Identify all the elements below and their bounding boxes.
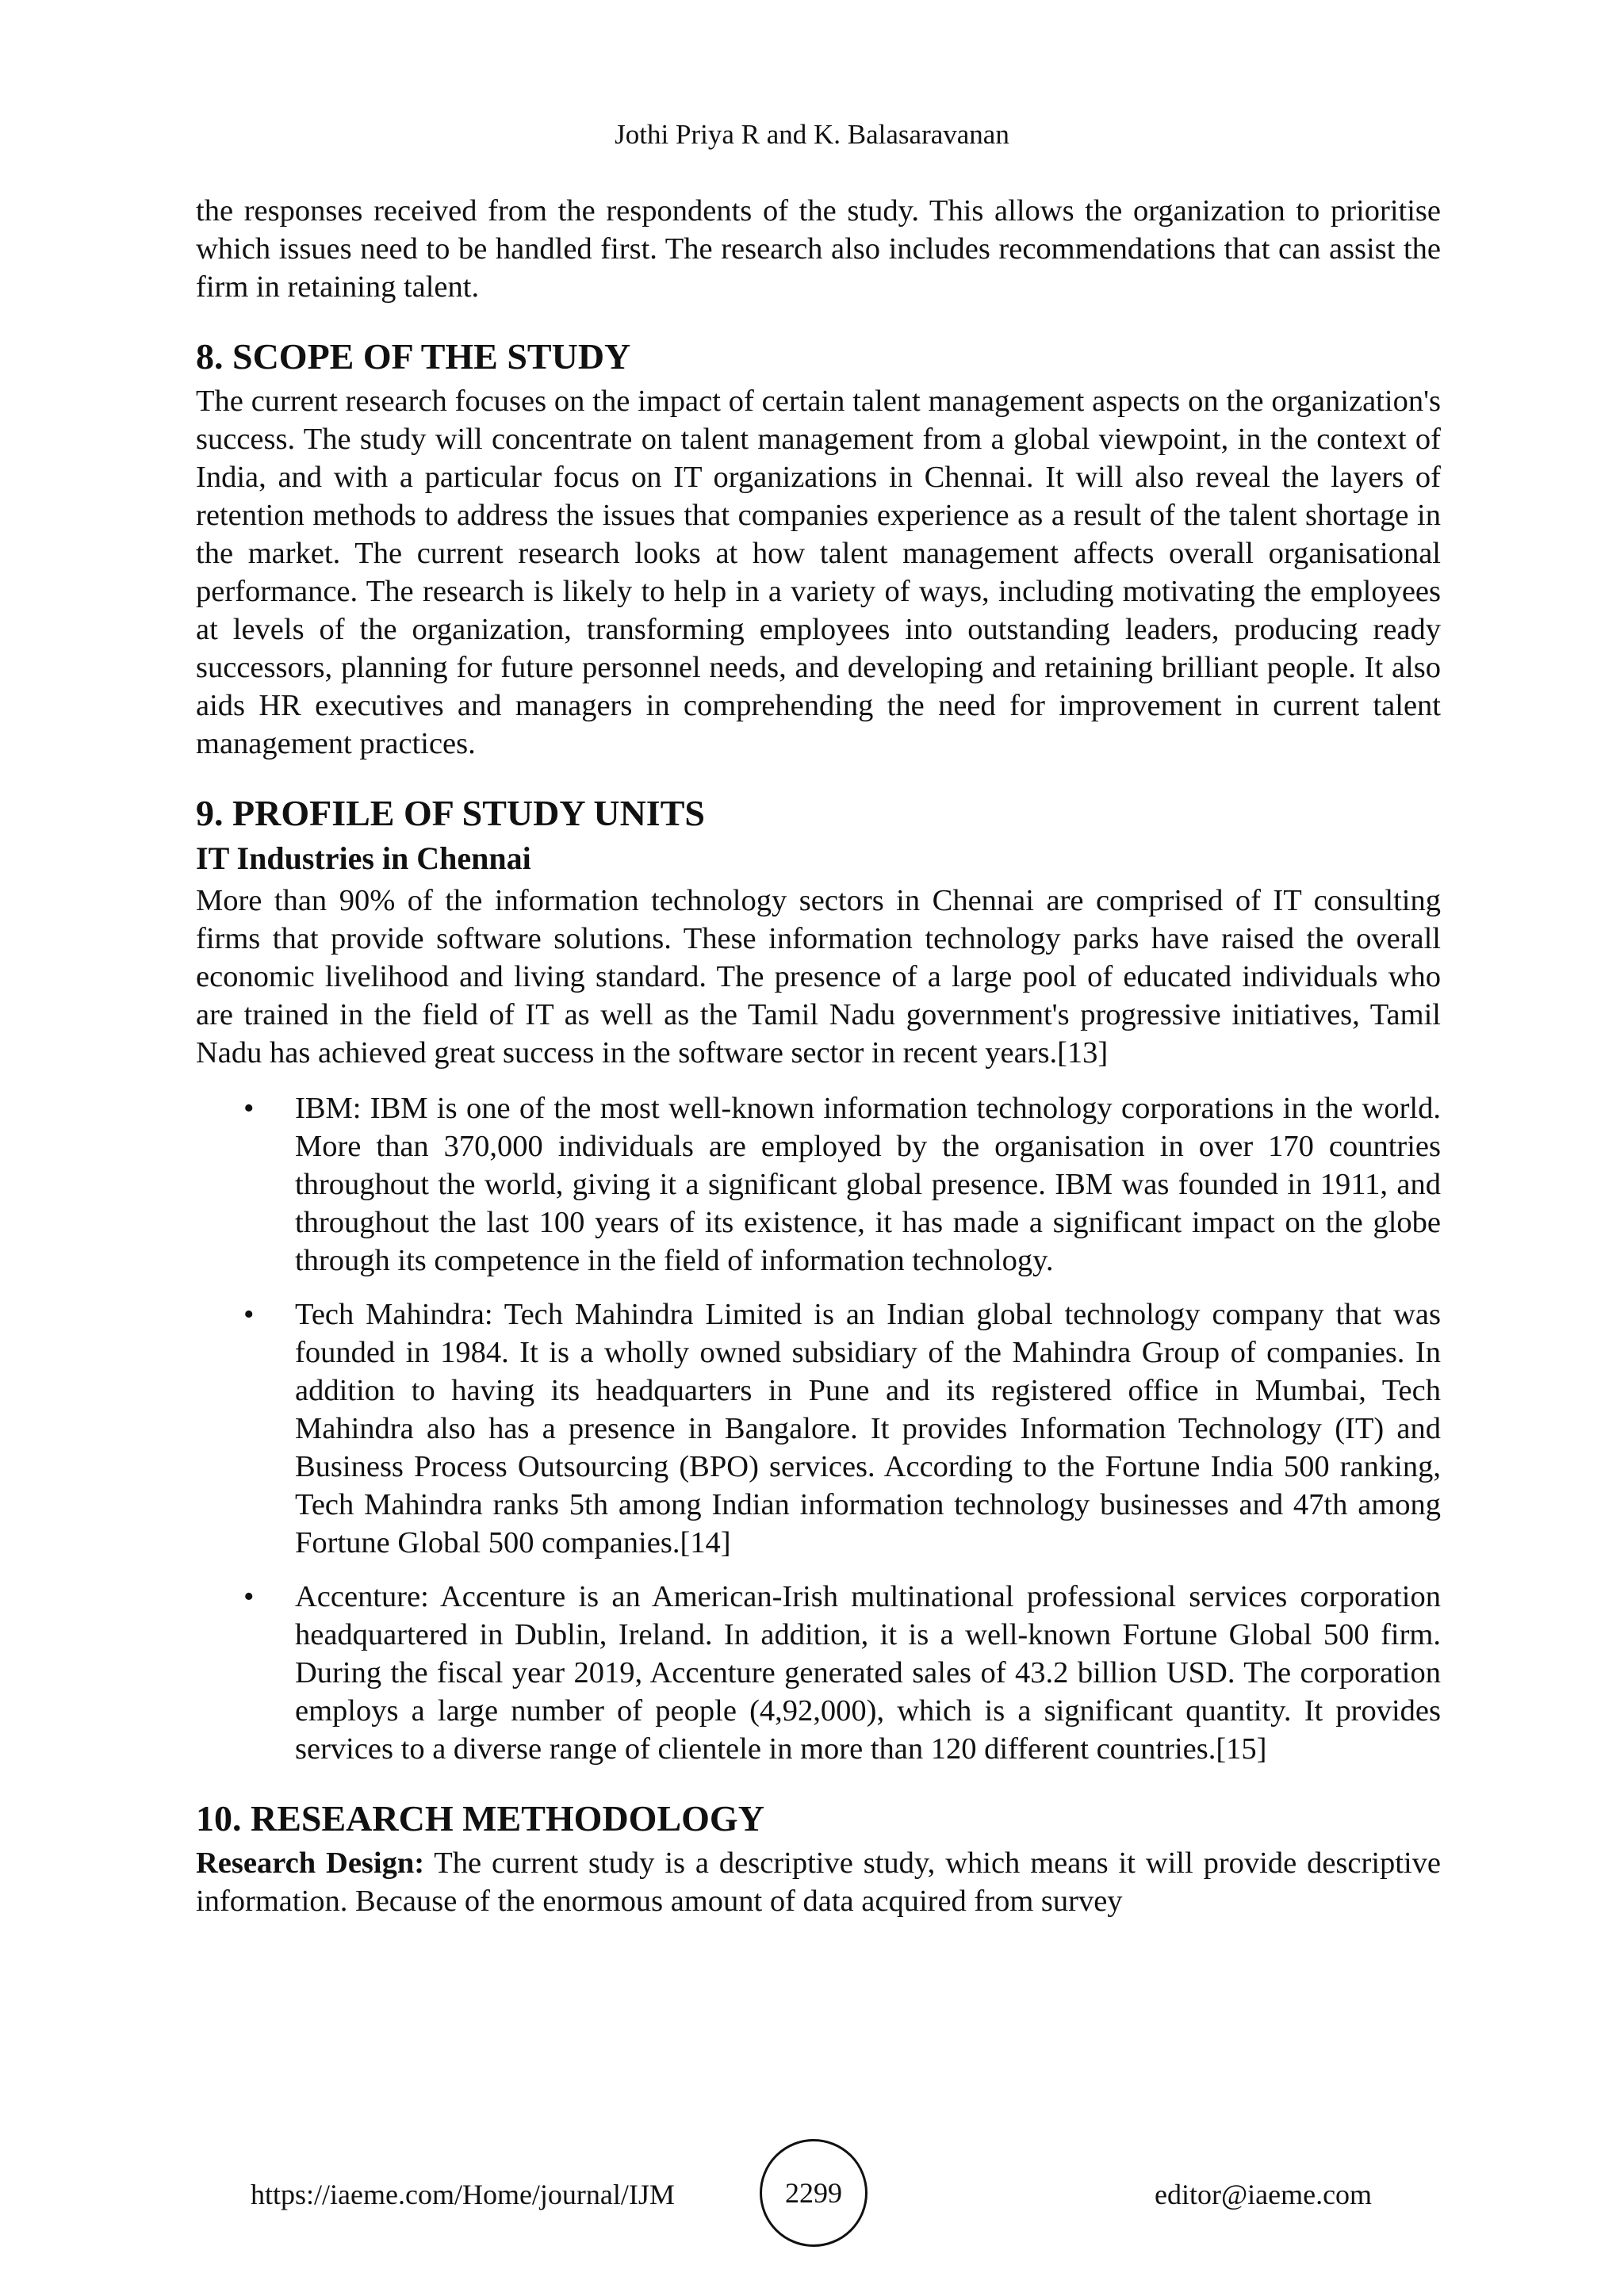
- section-10-paragraph: [196, 1844, 1441, 1920]
- list-item-text: Accenture: Accenture is an American-Irish multinational professional services corporation headquartered in Dublin, Ireland. In addition, it is a well-known Fortune Global 500 firm. During the fiscal year 2019, Accenture generated sales of 43.2 billion USD. The corporation employs a large number of people (4,92,000), which is a significant quantity. It provides services to a diverse range of clientele in more than 120 different countries.[15]: [295, 1580, 1441, 1766]
- intro-paragraph: the responses received from the respondents of the study. This allows the organization to prioritise which issues need to be handled first. The research also includes recommendations that can assist the firm in retaining talent.: [196, 194, 1441, 304]
- list-item-text: IBM: IBM is one of the most well-known information technology corporations in the world. More than 370,000 individuals are employed by the organisation in over 170 countries throughout the world, giving it a significant global presence. IBM was founded in 1911, and throughout the last 100 years of its existence, it has made a significant impact on the globe through its competence in the field of information technology.: [295, 1092, 1441, 1277]
- section-8-heading: 8. SCOPE OF THE STUDY: [196, 336, 631, 377]
- bullet-icon: •: [243, 1298, 255, 1331]
- section-9-subheading: IT Industries in Chennai: [196, 840, 531, 876]
- page-number: 2299: [760, 2139, 868, 2247]
- list-item-tech-mahindra: [196, 1295, 1441, 1562]
- section-10-heading: 10. RESEARCH METHODOLOGY: [196, 1798, 764, 1839]
- research-design-text: The current study is a descriptive study, which means it will provide descriptive information. Because of the enormous amount of data acquired from survey: [196, 1846, 1441, 1918]
- section-9-heading: 9. PROFILE OF STUDY UNITS: [196, 793, 705, 833]
- journal-url-link[interactable]: https://iaeme.com/Home/journal/IJM: [251, 2179, 675, 2210]
- research-design-label: Research Design:: [196, 1846, 425, 1880]
- section-9-paragraph: More than 90% of the information technology sectors in Chennai are comprised of IT consulting firms that provide software solutions. These information technology parks have raised the overall economic livelihood and living standard. The presence of a large pool of educated individuals who are trained in the field of IT as well as the Tamil Nadu government's progressive initiatives, Tamil Nadu has achieved great success in the software sector in recent years.[13]: [196, 884, 1441, 1070]
- list-item-text: Tech Mahindra: Tech Mahindra Limited is an Indian global technology company that was founded in 1984. It is a wholly owned subsidiary of the Mahindra Group of companies. In addition to having its headquarters in Pune and its registered office in Mumbai, Tech Mahindra also has a presence in Bangalore. It provides Information Technology (IT) and Business Process Outsourcing (BPO) services. According to the Fortune India 500 ranking, Tech Mahindra ranks 5th among Indian information technology businesses and 47th among Fortune Global 500 companies.[14]: [295, 1298, 1441, 1559]
- bullet-icon: •: [243, 1580, 255, 1613]
- page-body: [196, 192, 1441, 1920]
- bullet-icon: •: [243, 1092, 255, 1125]
- running-head-authors: Jothi Priya R and K. Balasaravanan: [615, 119, 1009, 150]
- list-item-accenture: [196, 1578, 1441, 1768]
- section-8-paragraph: The current research focuses on the impact of certain talent management aspects on the organization's success. The study will concentrate on talent management from a global viewpoint, in the context of India, and with a particular focus on IT organizations in Chennai. It will also reveal the layers of retention methods to address the issues that companies experience as a result of the talent shortage in the market. The current research looks at how talent management affects overall organisational performance. The research is likely to help in a variety of ways, including motivating the employees at levels of the organization, transforming employees into outstanding leaders, producing ready successors, planning for future personnel needs, and developing and retaining brilliant people. It also aids HR executives and managers in comprehending the need for improvement in current talent management practices.: [196, 385, 1441, 760]
- page-footer: [0, 2139, 1624, 2250]
- company-list: [196, 1089, 1441, 1768]
- list-item-ibm: [196, 1089, 1441, 1280]
- editor-email-link[interactable]: editor@iaeme.com: [1155, 2179, 1373, 2210]
